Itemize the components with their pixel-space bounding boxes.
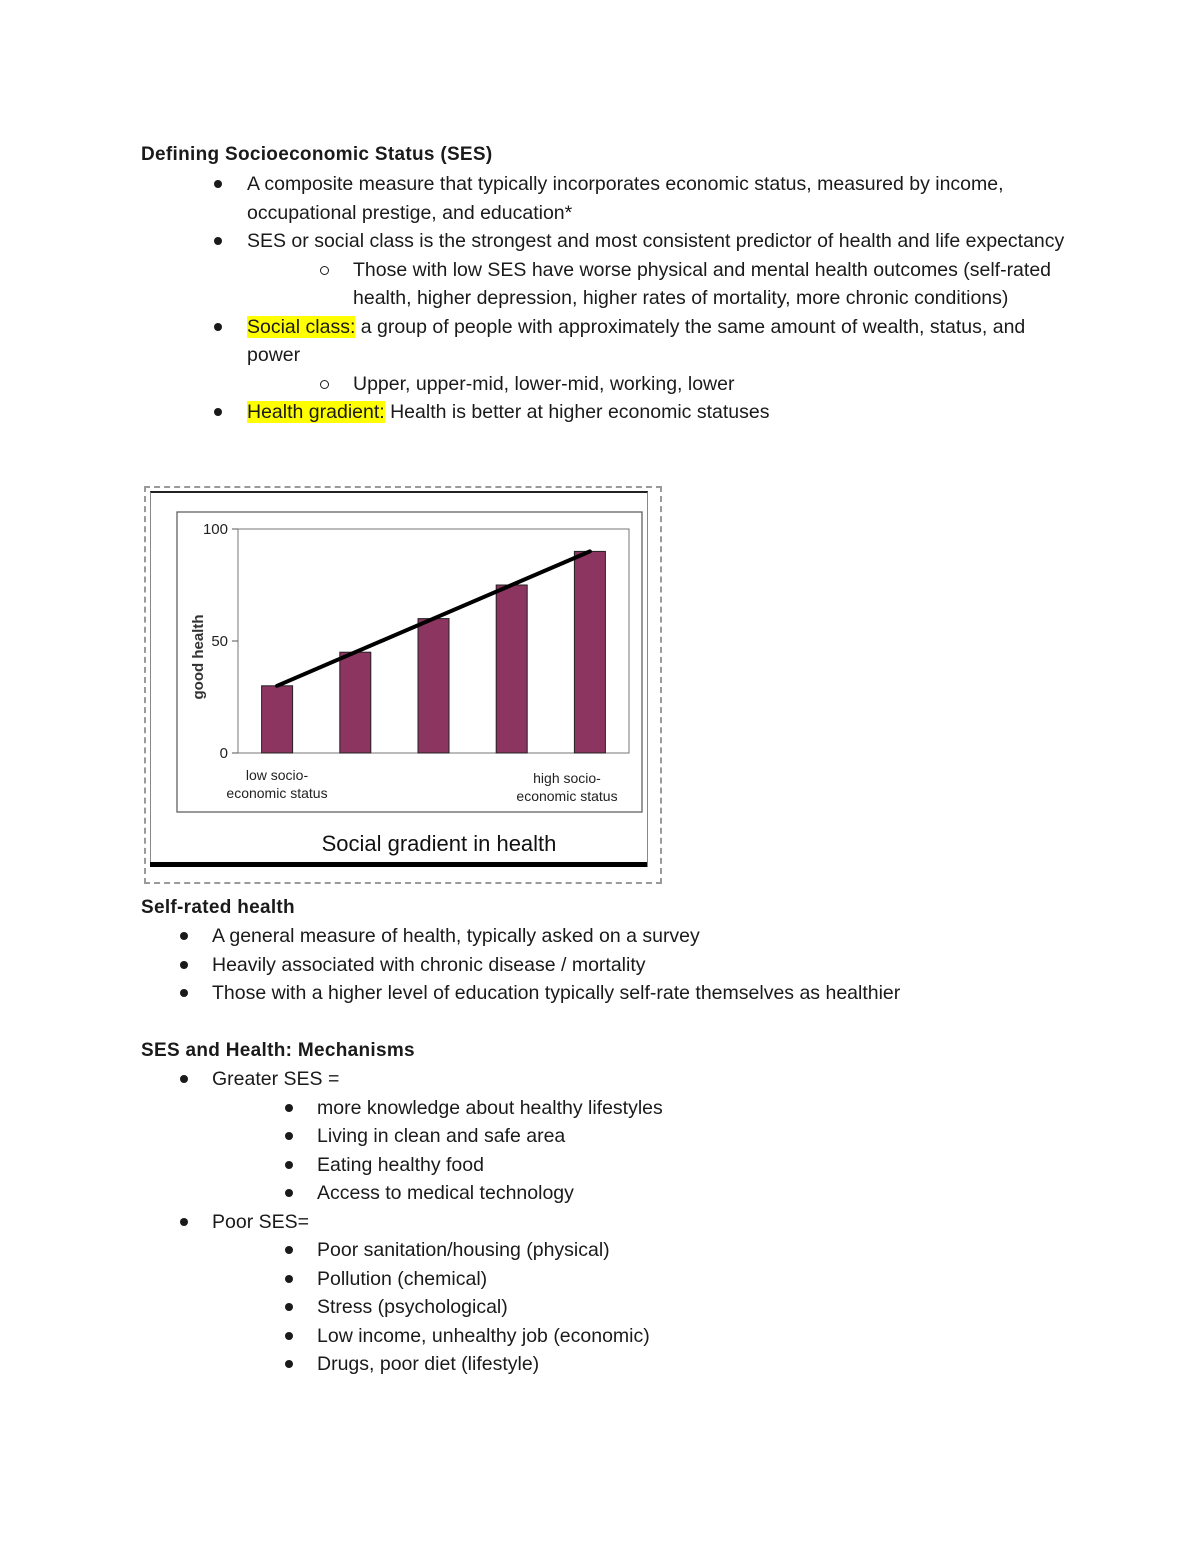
chart-title: Social gradient in health <box>321 831 557 856</box>
sub-list-item: Eating healthy food <box>141 1151 1200 1180</box>
section-heading-self-rated-health: Self-rated health <box>141 897 295 918</box>
list-item <box>141 227 1067 256</box>
sub-list-item <box>141 370 1067 399</box>
sub-list-item: Stress (psychological) <box>141 1293 1200 1322</box>
list-item <box>141 398 1067 427</box>
x-axis-label-line: economic status <box>516 788 618 804</box>
list-item-greater-ses: Greater SES = <box>141 1065 1200 1094</box>
list-item-text: A composite measure that typically incorporates economic status, measured by income, occupational prestige, and education* <box>247 173 1004 224</box>
list-item-text: a group of people with approximately the same amount of wealth, status, and power <box>247 315 1026 366</box>
sub-list-item: more knowledge about healthy lifestyles <box>141 1094 1200 1123</box>
section-heading-mechanisms: SES and Health: Mechanisms <box>141 1040 415 1061</box>
sub-list-item: Poor sanitation/housing (physical) <box>141 1236 1200 1265</box>
list-item: A general measure of health, typically asked on a survey <box>141 922 1200 951</box>
sub-list-item: Living in clean and safe area <box>141 1122 1200 1151</box>
y-axis-label: good health <box>190 614 207 700</box>
chart-figure <box>150 491 648 867</box>
x-axis-label-line: low socio- <box>245 767 309 783</box>
bar-2 <box>418 619 449 753</box>
bar-3 <box>496 585 527 753</box>
x-axis-label-line: economic status <box>226 785 328 801</box>
ses-definition-list <box>0 170 1200 427</box>
sub-list-item: Pollution (chemical) <box>141 1265 1200 1294</box>
list-item-text: SES or social class is the strongest and most consistent predictor of health and life expectancy <box>247 230 1065 252</box>
sub-list-item <box>141 256 1067 313</box>
highlighted-term: Social class: <box>247 315 356 338</box>
sub-list-item: Drugs, poor diet (lifestyle) <box>141 1350 1200 1379</box>
list-item-text: Health is better at higher economic statuses <box>384 401 770 423</box>
self-rated-health-list <box>0 922 1200 1008</box>
list-item <box>141 170 1067 227</box>
list-item: Heavily associated with chronic disease / mortality <box>141 951 1200 980</box>
bar-4 <box>574 551 605 753</box>
list-item-text: Those with low SES have worse physical and mental health outcomes (self-rated health, higher depression, higher rates of mortality, more chronic conditions) <box>353 258 1052 309</box>
x-axis-label-line: high socio- <box>533 770 601 786</box>
y-tick-label-0: 0 <box>219 745 228 762</box>
chart-svg <box>151 493 647 865</box>
section-heading-ses: Defining Socioeconomic Status (SES) <box>141 144 493 165</box>
y-tick-label-2: 100 <box>202 521 228 538</box>
mechanisms-list <box>0 1065 1200 1379</box>
list-item <box>141 313 1067 370</box>
sub-list-item: Low income, unhealthy job (economic) <box>141 1322 1200 1351</box>
y-tick-label-1: 50 <box>211 633 228 650</box>
figure-bottom-rule <box>150 862 647 867</box>
highlighted-term: Health gradient: <box>247 401 385 423</box>
list-item-poor-ses: Poor SES= <box>141 1208 1200 1237</box>
bar-1 <box>340 652 371 753</box>
bar-0 <box>262 686 293 753</box>
sub-list-item: Access to medical technology <box>141 1179 1200 1208</box>
list-item: Those with a higher level of education typically self-rate themselves as healthier <box>141 979 1200 1008</box>
list-item-text: Upper, upper-mid, lower-mid, working, lower <box>353 372 735 395</box>
